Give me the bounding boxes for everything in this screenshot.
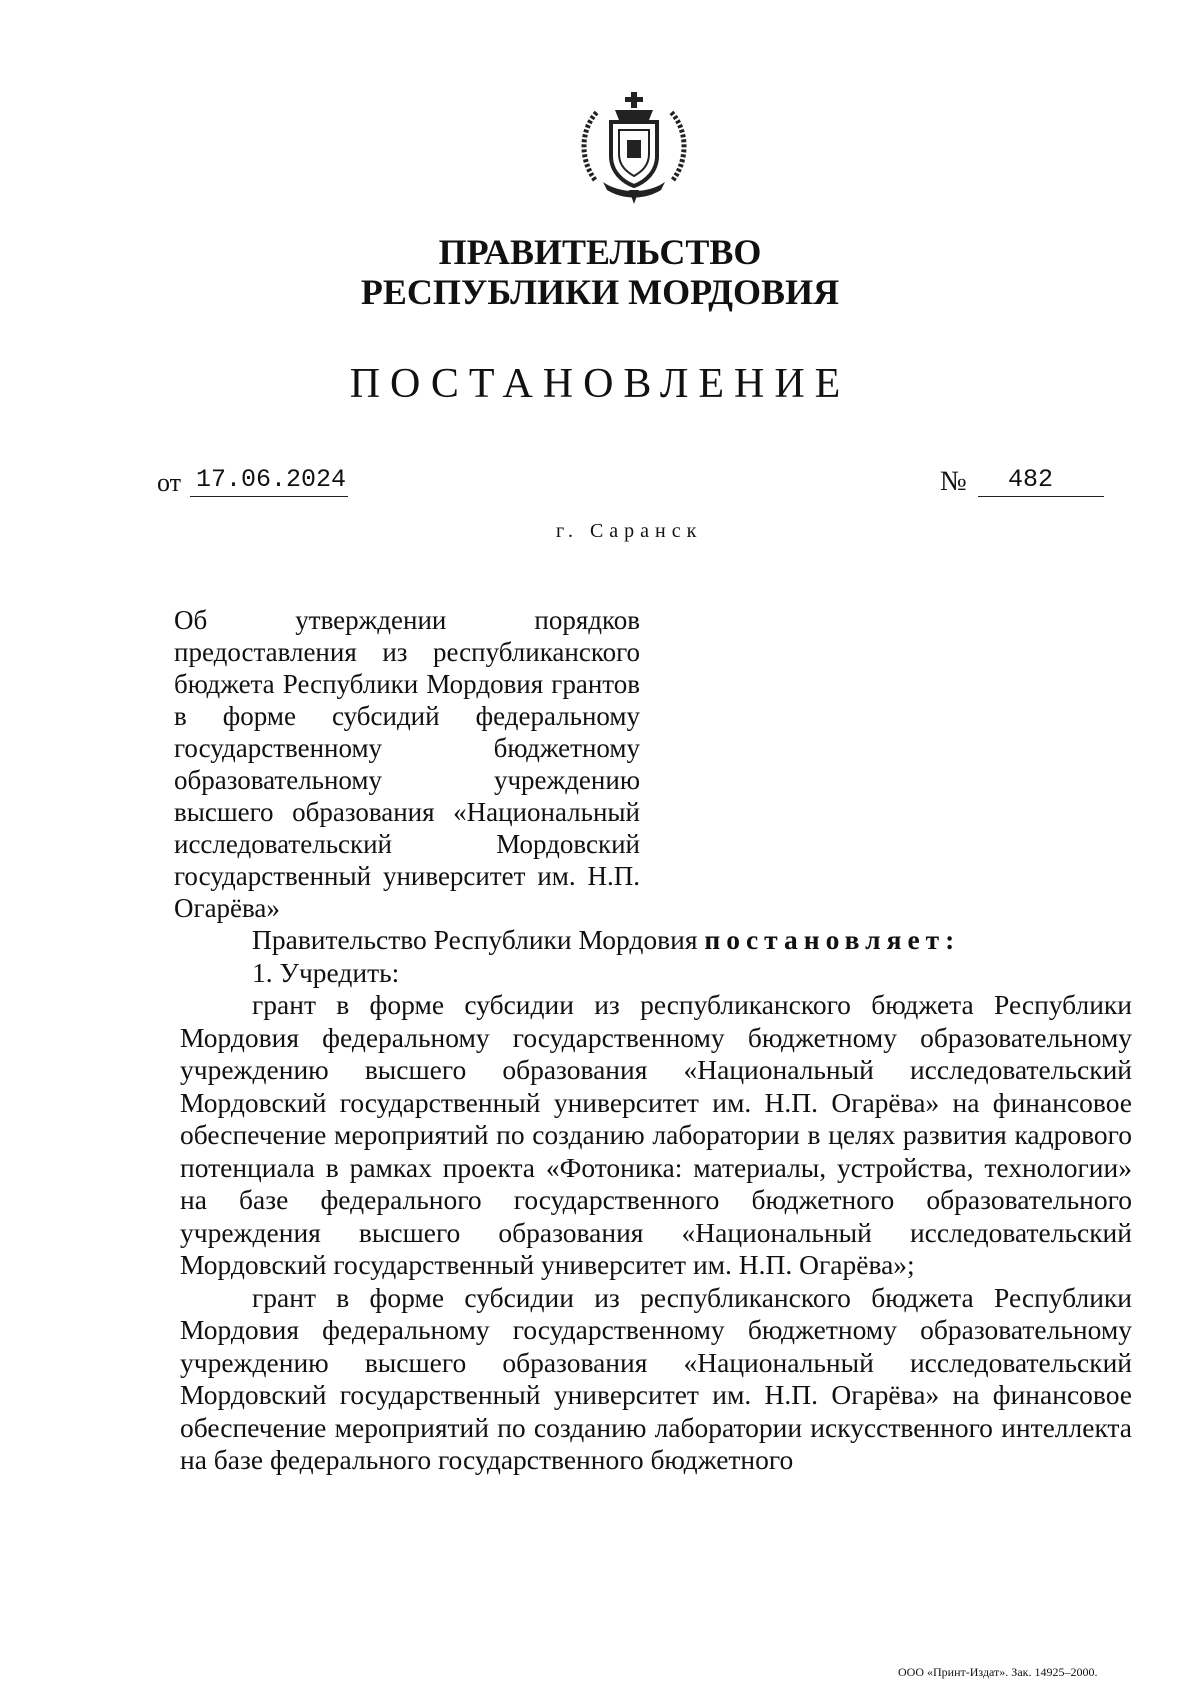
number-label: № — [940, 466, 967, 497]
government-title-line2: РЕСПУБЛИКИ МОРДОВИЯ — [360, 272, 840, 312]
date-value: 17.06.2024 — [190, 464, 348, 497]
date-label: от — [157, 468, 182, 497]
government-title — [0, 232, 1200, 312]
intro-paragraph — [180, 924, 1132, 957]
print-info: ООО «Принт-Издат». Зак. 14925–2000. — [898, 1665, 1098, 1679]
intro-decree-word: постановляет: — [704, 924, 961, 955]
intro-text: Правительство Республики Мордовия — [252, 924, 698, 955]
item-1: 1. Учредить: — [252, 956, 400, 988]
city: г. Саранск — [556, 520, 703, 542]
grant-paragraph-1: грант в форме субсидии из республиканского бюджета Республики Мордовия федеральному государственному бюджетному образовательному учреждению высшего образования «Национальный исследовательский Мордовский государственный университет им. Н.П. Огарёва» на финансовое обеспечение мероприятий по созданию лаборатории в целях развития кадрового потенциала в рамках проекта «Фотоника: материалы, устройства, технологии» на базе федерального государственного бюджетного образовательного учреждения высшего образования «Национальный исследовательский Мордовский государственный университет им. Н.П. Огарёва»; — [180, 989, 1132, 1280]
coat-of-arms-mordovia-icon — [575, 90, 693, 206]
document-subject: Об утверждении порядков предоставления из республиканского бюджета Республики Мордовия грантов в форме субсидий федеральному государственному бюджетному образовательному учреждению высшего образования «Национальный исследовательский Мордовский государственный университет им. Н.П. Огарёва» — [174, 605, 640, 923]
grant-paragraph-2: грант в форме субсидии из республиканского бюджета Республики Мордовия федеральному государственному бюджетному образовательному учреждению высшего образования «Национальный исследовательский Мордовский государственный университет им. Н.П. Огарёва» на финансовое обеспечение мероприятий по созданию лаборатории искусственного интеллекта на базе федерального государственного бюджетного — [180, 1281, 1132, 1475]
government-title-line1: ПРАВИТЕЛЬСТВО — [438, 232, 762, 272]
document-body — [180, 924, 1132, 1477]
number-value: 482 — [978, 464, 1104, 497]
document-type: ПОСТАНОВЛЕНИЕ — [349, 361, 851, 407]
